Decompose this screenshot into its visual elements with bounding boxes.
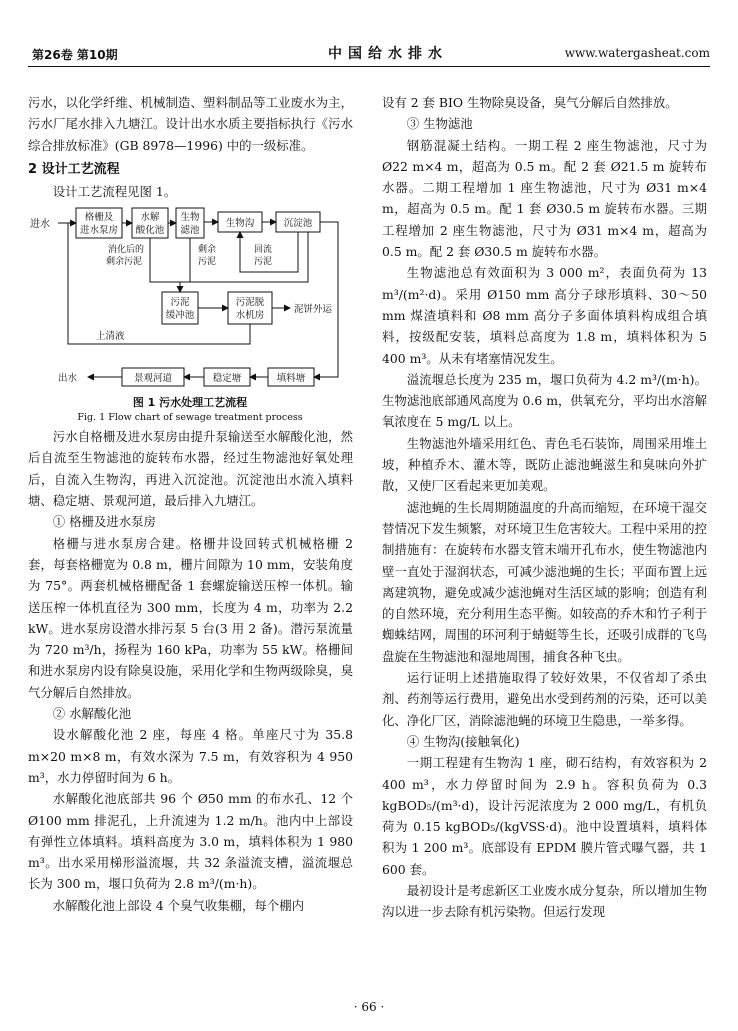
label-packing-pond: 填料塘	[276, 373, 306, 385]
label-screen-2: 进水泵房	[79, 225, 119, 237]
paragraph: 水解酸化池上部设 4 个臭气收集棚，每个棚内	[52, 897, 304, 913]
paragraph: 生物滤池外墙采用红色、青色毛石装饰，周围采用堆土坡，种植乔木、灌木等，既防止滤池蝇滋生和臭味向外扩散，又使厂区看起来更加美观。	[382, 435, 707, 494]
label-biofilter-2: 滤池	[180, 225, 200, 237]
label-excess-sludge-2: 污泥	[198, 257, 217, 268]
label-return-sludge-2: 污泥	[254, 257, 273, 268]
paragraph: 钢筋混凝土结构。一期工程 2 座生物滤池，尺寸为 Ø22 m×4 m，超高为 0.5 m。配 2 套 Ø21.5 m 旋转布水器。二期工程增加 1 座生物滤池，尺寸为 Ø31 m×4 m，超高为 0.5 m。配 1 套 Ø30.5 m 旋转布水器。三期工程增加 2 座生物滤池，尺寸为 Ø31 m×4 m，超高为 0.5 m。配 2 套 Ø30.5 m 旋转布水器。	[382, 137, 707, 260]
paragraph: 污水自格栅及进水泵房由提升泵输送至水解酸化池，然后自流至生物滤池的旋转布水器，经过生物滤池好氧处理后，自流入生物沟，再进入沉淀池。沉淀池出水流入填料塘、稳定塘、景观河道，最后排入九塘江。	[28, 429, 353, 509]
label-sludge-buffer: 污泥	[170, 297, 190, 309]
paragraph: 污水，以化学纤维、机械制造、塑料制品等工业废水为主，污水厂尾水排入九塘江。设计出水水质主要指标执行《污水综合排放标准》(GB 8978—1996) 中的一级标准。	[28, 95, 353, 153]
paragraph: 生物滤池总有效面积为 3 000 m²，表面负荷为 13 m³/(m²·d)。采用 Ø150 mm 高分子球形填料、30～50 mm 煤渣填料和 Ø8 mm 高分子多面体填料构成组合填料，按级配安装，填料总高度为 1.8 m，填料体积为 5 400 m³。从未有堵塞情况发生。	[382, 265, 707, 366]
label-supernatant: 上清液	[96, 331, 125, 343]
paragraph: 格栅与进水泵房合建。格栅井设回转式机械格栅 2 套，每套格栅宽为 0.8 m，栅片间隙为 10 mm，安装角度为 75°。两套机械格栅配备 1 套螺旋输送压榨一体机。输送压榨一体机直径为 300 mm，长度为 4 m，功率为 2.2 kW。进水泵房设潜水排污泵 5 台(3 用 2 备)。潜污泵流量为 720 m³/h，扬程为 160 kPa，功率为 55 kW。格栅间和进水泵房内设有除臭设施，采用化学和生物两级除臭，臭气分解后自然排放。	[28, 535, 353, 700]
process-flow-figure	[28, 206, 353, 424]
label-biofilter: 生物	[180, 212, 200, 224]
label-dewatering: 污泥脱	[235, 297, 265, 309]
figure-caption-en: Fig. 1 Flow chart of sewage treatment process	[77, 412, 303, 424]
label-return-sludge: 回流	[254, 245, 273, 256]
flow-chart	[28, 206, 353, 424]
section-heading: 2 设计工艺流程	[28, 161, 120, 177]
subsection-heading: ③ 生物滤池	[406, 116, 473, 132]
paragraph: 溢流堰总长度为 235 m，堰口负荷为 4.2 m³/(m·h)。生物滤池底部通风高度为 0.6 m，供氧充分，平均出水溶解氧浓度在 5 mg/L 以上。	[382, 371, 707, 430]
running-header	[28, 38, 710, 67]
label-inflow: 进水	[30, 219, 50, 231]
paragraph: 设计工艺流程见图 1。	[52, 183, 177, 199]
paragraph: 设水解酸化池 2 座，每座 4 格。单座尺寸为 35.8 m×20 m×8 m，有效水深为 7.5 m，有效容积为 4 950 m³，水力停留时间为 6 h。	[28, 727, 353, 785]
label-sludge-buffer-2: 缓冲池	[165, 310, 195, 322]
right-column	[382, 92, 707, 923]
paragraph: 滤池蝇的生长周期随温度的升高而缩短，在环境干湿交替情况下发生频繁，对环境卫生危害较大。工程中采用的控制措施有：在旋转布水器支管末端开孔布水，使生物滤池内壁一直处于湿润状态，可减少滤池蝇的生长；平面布置上远离建筑物，避免或减少滤池蝇对生活区域的影响；创造有利的自然环境，充分利用生态平衡。如较高的乔木和竹子利于蜘蛛结网，周围的环河利于蜻蜓等生长，还吸引成群的飞鸟盘旋在生物滤池和湿地周围，捕食各种飞虫。	[382, 499, 707, 664]
label-excess-sludge: 剩余	[198, 245, 217, 256]
left-column	[28, 92, 353, 916]
subsection-heading: ④ 生物沟(接触氧化)	[406, 733, 520, 749]
page-number: · 66 ·	[353, 1000, 385, 1014]
label-cake-out: 泥饼外运	[294, 304, 333, 316]
label-digested-sludge-2: 剩余污泥	[106, 257, 143, 268]
subsection-heading: ② 水解酸化池	[52, 706, 132, 722]
paragraph: 一期工程建有生物沟 1 座，砌石结构，有效容积为 2 400 m³，水力停留时间为 2.9 h。容积负荷为 0.3 kgBOD₅/(m³·d)，设计污泥浓度为 2 000 mg/L，有机负荷为 0.15 kgBOD₅/(kgVSS·d)。池中设置填料，填料体积为 1 200 m³。底部设有 EPDM 膜片管式曝气器，共 1 600 套。	[382, 755, 707, 877]
journal-url: www.watergasheat.com	[564, 46, 710, 60]
label-hydrolysis: 水解	[140, 212, 160, 224]
label-screen: 格栅及	[84, 212, 114, 224]
label-outflow: 出水	[58, 373, 78, 385]
paragraph: 水解酸化池底部共 96 个 Ø50 mm 的布水孔、12 个 Ø100 mm 排泥孔，上升流速为 1.2 m/h。池内中上部设有弹性立体填料。填料高度为 3.0 m，填料体积为 1 980 m³。出水采用梯形溢流堰，共 32 条溢流支槽，溢流堰总长为 300 m，堰口负荷为 2.8 m³/(m·h)。	[28, 791, 353, 892]
paragraph: 运行证明上述措施取得了较好效果，不仅省却了杀虫剂、药剂等运行费用，避免出水受到药剂的污染，还可以美化、净化厂区，消除滤池蝇的环境卫生隐患，一举多得。	[382, 670, 707, 728]
journal-title: 中国给水排水	[328, 46, 448, 62]
label-hydrolysis-2: 酸化池	[135, 225, 165, 237]
paragraph: 最初设计是考虑新区工业废水成分复杂，所以增加生物沟以进一步去除有机污染物。但运行发现	[382, 882, 707, 920]
volume-issue: 第26卷 第10期	[32, 48, 118, 62]
label-dewatering-2: 水机房	[235, 310, 265, 322]
paragraph: 设有 2 套 BIO 生物除臭设备，臭气分解后自然排放。	[382, 95, 678, 110]
label-stabilization: 稳定塘	[212, 373, 242, 385]
subsection-heading: ① 格栅及进水泵房	[52, 514, 156, 530]
label-biotrench: 生物沟	[225, 218, 255, 230]
label-digested-sludge: 消化后的	[108, 245, 145, 256]
figure-caption-cn: 图 1 污水处理工艺流程	[132, 396, 248, 410]
label-settling: 沉淀池	[283, 218, 313, 230]
label-landscape: 景观河道	[133, 373, 173, 385]
